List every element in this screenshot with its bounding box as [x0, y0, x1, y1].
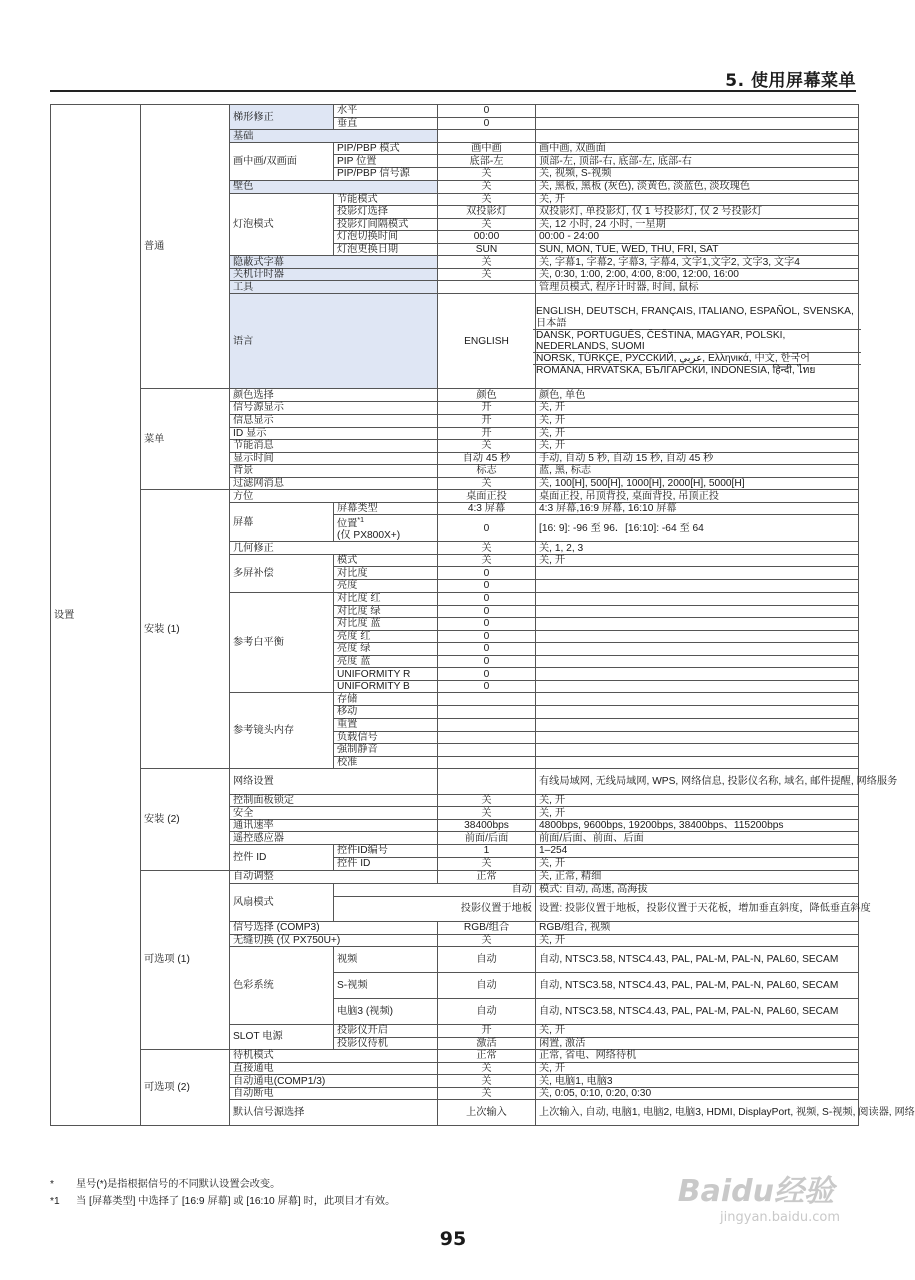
item-label: 过滤网消息	[230, 478, 438, 490]
default-value: SUN	[438, 244, 536, 256]
item-label: 遥控感应器	[230, 832, 438, 845]
item-label: 自动通电(COMP1/3)	[230, 1075, 438, 1088]
subitem-label: 电脑3 (视频)	[334, 998, 438, 1024]
default-value: 颜色	[438, 389, 536, 402]
group-label: 菜单	[141, 389, 230, 490]
default-value: 上次输入	[438, 1100, 536, 1126]
item-label: 壁色	[230, 180, 438, 193]
options-value: 关, 字幕1, 字幕2, 字幕3, 字幕4, 文字1,文字2, 文字3, 文字4	[536, 256, 859, 269]
subitem-label: 控件 ID	[334, 857, 438, 870]
subitem-label: 控件ID编号	[334, 845, 438, 857]
default-value: 关	[438, 857, 536, 870]
default-value: 0	[438, 617, 536, 630]
options-value	[536, 105, 859, 118]
default-value: 双投影灯	[438, 205, 536, 218]
default-value: 关	[438, 542, 536, 555]
default-value: 0	[438, 118, 536, 130]
subitem-label: 位置$^{*1}$ (仅 PX800X+)	[334, 515, 438, 542]
default-value: 关	[438, 478, 536, 490]
options-value: 有线局域网, 无线局域网, WPS, 网络信息, 投影仪名称, 域名, 邮件提醒, 网络服务	[536, 769, 859, 795]
options-value: 关, 开	[536, 795, 859, 807]
item-label: 画中画/双画面	[230, 143, 334, 180]
menu-row	[51, 1050, 859, 1063]
options-value	[536, 731, 859, 743]
subitem-label: 灯泡切换时间	[334, 231, 438, 244]
options-value: 手动, 自动 5 秒, 自动 15 秒, 自动 45 秒	[536, 452, 859, 464]
options-value: 关, 12 小时, 24 小时, 一星期	[536, 218, 859, 230]
group-label: 可选项 (1)	[141, 870, 230, 1049]
default-value: 0	[438, 630, 536, 642]
options-value	[536, 643, 859, 656]
item-label: ID 显示	[230, 427, 438, 439]
item-label: 参考白平衡	[230, 592, 334, 693]
item-label: 待机模式	[230, 1050, 438, 1063]
item-label: 信号选择 (COMP3)	[230, 921, 438, 934]
default-value	[438, 756, 536, 768]
item-label: 信号源显示	[230, 402, 438, 414]
subitem-label: 存储	[334, 693, 438, 706]
options-value	[536, 756, 859, 768]
item-label: 控制面板锁定	[230, 795, 438, 807]
subitem-label: 重置	[334, 718, 438, 731]
item-label: 背景	[230, 465, 438, 478]
options-value: 设置: 投影仪置于地板，投影仪置于天花板，增加垂直斜度，降低垂直斜度	[536, 896, 859, 921]
page-number: 95	[439, 1228, 467, 1250]
options-value: 关, 视频, S-视频	[536, 168, 859, 180]
menu-row	[51, 769, 859, 795]
item-label: 控件 ID	[230, 845, 334, 870]
options-value: 关, 100[H], 500[H], 1000[H], 2000[H], 5000[H]	[536, 478, 859, 490]
subitem-label: 负载信号	[334, 731, 438, 743]
default-value	[438, 743, 536, 756]
options-value: 自动, NTSC3.58, NTSC4.43, PAL, PAL-M, PAL-N, PAL60, SECAM	[536, 946, 859, 972]
item-label: 显示时间	[230, 452, 438, 464]
subitem-label: S-视频	[334, 972, 438, 998]
options-value: 关, 开	[536, 402, 859, 414]
subitem-label: 水平	[334, 105, 438, 118]
menu-row	[51, 389, 859, 402]
subitem-label: 对比度 红	[334, 592, 438, 605]
subitem-label: 对比度 蓝	[334, 617, 438, 630]
options-value: 自动, NTSC3.58, NTSC4.43, PAL, PAL-M, PAL-N, PAL60, SECAM	[536, 972, 859, 998]
group-label: 可选项 (2)	[141, 1050, 230, 1126]
options-value	[536, 294, 859, 389]
options-value	[536, 656, 859, 668]
options-value: 1–254	[536, 845, 859, 857]
default-value: 0	[438, 580, 536, 592]
default-value: 底部-左	[438, 155, 536, 168]
item-label: 多屏补偿	[230, 555, 334, 592]
item-label: 几何修正	[230, 542, 438, 555]
options-value: 关, 开	[536, 193, 859, 205]
options-value: 4800bps, 9600bps, 19200bps, 38400bps、115200bps	[536, 820, 859, 832]
default-value: 正常	[438, 870, 536, 883]
default-value: 开	[438, 1024, 536, 1037]
item-label: 工具	[230, 281, 438, 294]
menu-row	[51, 490, 859, 503]
options-value: 模式: 自动, 高速, 高海拔	[536, 883, 859, 896]
language-line: DANSK, PORTUGUÊS, ČEŠTINA, MAGYAR, POLSKI, NEDERLANDS, SUOMI	[533, 330, 861, 353]
item-label: 参考镜头内存	[230, 693, 334, 769]
subitem-label: PIP/PBP 模式	[334, 143, 438, 155]
default-value	[438, 706, 536, 718]
subitem-label: 模式	[334, 555, 438, 567]
default-value: 0	[438, 605, 536, 617]
options-value: 关, 电脑1, 电脑3	[536, 1075, 859, 1088]
options-value: 前面/后面、前面、后面	[536, 832, 859, 845]
default-value	[438, 731, 536, 743]
options-value: 上次输入, 自动, 电脑1, 电脑2, 电脑3, HDMI, DisplayPort, 视频, S-视频, 阅读器, 网络	[536, 1100, 859, 1126]
options-value: 关, 黑板, 黑板 (灰色), 淡黄色, 淡蓝色, 淡玫瑰色	[536, 180, 859, 193]
options-value: 关, 开	[536, 807, 859, 820]
options-value: 关, 开	[536, 1024, 859, 1037]
default-value: 关	[438, 795, 536, 807]
options-value	[536, 630, 859, 642]
top-menu-label: 设置	[51, 105, 141, 1126]
default-value: 关	[438, 1063, 536, 1075]
options-value	[536, 693, 859, 706]
subitem-label: PIP 位置	[334, 155, 438, 168]
item-label: 方位	[230, 490, 438, 503]
default-value: 自动	[438, 998, 536, 1024]
group-label: 普通	[141, 105, 230, 389]
default-value: 0	[438, 515, 536, 542]
options-value	[536, 580, 859, 592]
options-value	[536, 567, 859, 580]
default-value: 0	[438, 105, 536, 118]
item-label: 隐蔽式字幕	[230, 256, 438, 269]
default-value: 自动	[334, 883, 536, 896]
subitem-label: 屏幕类型	[334, 503, 438, 515]
options-value: 画中画, 双画面	[536, 143, 859, 155]
options-value: 关, 1, 2, 3	[536, 542, 859, 555]
options-value: 关, 开	[536, 555, 859, 567]
watermark-logo: Baidu经验	[677, 1174, 834, 1209]
options-value	[536, 681, 859, 693]
subitem-label: 投影仪待机	[334, 1037, 438, 1049]
default-value: 画中画	[438, 143, 536, 155]
default-value	[438, 769, 536, 795]
options-value: 关, 开	[536, 857, 859, 870]
options-value: 正常, 省电、网络待机	[536, 1050, 859, 1063]
subitem-label: 对比度 绿	[334, 605, 438, 617]
default-value: 00:00	[438, 231, 536, 244]
options-value: SUN, MON, TUE, WED, THU, FRI, SAT	[536, 244, 859, 256]
item-label: 直接通电	[230, 1063, 438, 1075]
item-label: 语言	[230, 294, 438, 389]
default-value: 自动 45 秒	[438, 452, 536, 464]
default-value: 桌面正投	[438, 490, 536, 503]
options-value	[536, 605, 859, 617]
subitem-label: 灯泡更换日期	[334, 244, 438, 256]
subitem-label: 节能模式	[334, 193, 438, 205]
subitem-label: 视频	[334, 946, 438, 972]
default-value: 关	[438, 180, 536, 193]
subitem-label: 投影灯间隔模式	[334, 218, 438, 230]
subitem-label: PIP/PBP 信号源	[334, 168, 438, 180]
item-label: 节能消息	[230, 439, 438, 452]
subitem-label: 移动	[334, 706, 438, 718]
default-value: 38400bps	[438, 820, 536, 832]
default-value: 0	[438, 668, 536, 681]
options-value	[536, 130, 859, 143]
default-value: 自动	[438, 972, 536, 998]
default-value: 关	[438, 269, 536, 281]
item-label: 默认信号源选择	[230, 1100, 438, 1126]
default-value: 关	[438, 807, 536, 820]
default-value: 0	[438, 592, 536, 605]
language-line: NORSK, TÜRKÇE, РУССКИЙ, عربي, Ελληνικά, 中文, 한국어	[533, 353, 861, 365]
default-value: 前面/后面	[438, 832, 536, 845]
options-value: 颜色, 单色	[536, 389, 859, 402]
default-value: 关	[438, 934, 536, 946]
options-value	[536, 617, 859, 630]
default-value: 关	[438, 1088, 536, 1100]
options-value: 关, 开	[536, 934, 859, 946]
options-value: RGB/组合, 视频	[536, 921, 859, 934]
menu-row	[51, 870, 859, 883]
section-header: 5. 使用屏幕菜单	[725, 71, 856, 91]
item-label: 颜色选择	[230, 389, 438, 402]
subitem-label: 对比度	[334, 567, 438, 580]
default-value: 关	[438, 256, 536, 269]
subitem-label: 校准	[334, 756, 438, 768]
default-value: 4:3 屏幕	[438, 503, 536, 515]
item-label: 基础	[230, 130, 438, 143]
header-rule	[50, 90, 856, 92]
options-value: 桌面正投, 吊顶背投, 桌面背投, 吊顶正投	[536, 490, 859, 503]
item-label: 风扇模式	[230, 883, 334, 921]
item-label: 屏幕	[230, 503, 334, 542]
default-value: 0	[438, 656, 536, 668]
group-label: 安装 (1)	[141, 490, 230, 769]
options-value: 4:3 屏幕,16:9 屏幕, 16:10 屏幕	[536, 503, 859, 515]
options-value: 关, 开	[536, 427, 859, 439]
options-value: 关, 开	[536, 439, 859, 452]
default-value: 开	[438, 414, 536, 427]
subitem-label: 垂直	[334, 118, 438, 130]
item-label: 信息显示	[230, 414, 438, 427]
default-value: RGB/组合	[438, 921, 536, 934]
options-value: 双投影灯, 单投影灯, 仅 1 号投影灯, 仅 2 号投影灯	[536, 205, 859, 218]
options-value	[536, 743, 859, 756]
default-value: 标志	[438, 465, 536, 478]
options-value: 蓝, 黑, 标志	[536, 465, 859, 478]
default-value: 关	[438, 193, 536, 205]
default-value: 自动	[438, 946, 536, 972]
default-value: 0	[438, 681, 536, 693]
default-value: 开	[438, 402, 536, 414]
item-label: 自动断电	[230, 1088, 438, 1100]
default-value: 关	[438, 439, 536, 452]
default-value: 0	[438, 567, 536, 580]
subitem-label: 亮度	[334, 580, 438, 592]
options-value: 闲置, 激活	[536, 1037, 859, 1049]
options-value: 管理员模式, 程序计时器, 时间, 鼠标	[536, 281, 859, 294]
default-value	[438, 718, 536, 731]
default-value: 投影仪置于地板	[334, 896, 536, 921]
default-value: 开	[438, 427, 536, 439]
group-label: 安装 (2)	[141, 769, 230, 871]
subitem-label: 亮度 绿	[334, 643, 438, 656]
default-value	[438, 693, 536, 706]
subitem-label: UNIFORMITY B	[334, 681, 438, 693]
default-value: 1	[438, 845, 536, 857]
options-value	[536, 718, 859, 731]
menu-table	[50, 104, 915, 1126]
default-value: ENGLISH	[438, 294, 536, 389]
footnotes	[50, 1176, 395, 1210]
subitem-label: 亮度 蓝	[334, 656, 438, 668]
default-value: 关	[438, 1075, 536, 1088]
language-line: ENGLISH, DEUTSCH, FRANÇAIS, ITALIANO, ESPAÑOL, SVENSKA, 日本語	[533, 306, 861, 329]
options-value	[536, 668, 859, 681]
language-line: ROMÂNĂ, HRVATSKA, БЪЛГАРСКИ, INDONESIA, हिन्दी, ไทย	[536, 365, 816, 377]
subitem-label: 投影仪开启	[334, 1024, 438, 1037]
options-value: 00:00 - 24:00	[536, 231, 859, 244]
options-value: [16: 9]: -96 至 96．[16:10]: -64 至 64	[536, 515, 859, 542]
item-label: 网络设置	[230, 769, 438, 795]
item-label: 无缝切换 (仅 PX750U+)	[230, 934, 438, 946]
watermark-url: jingyan.baidu.com	[720, 1210, 840, 1225]
subitem-label: 投影灯选择	[334, 205, 438, 218]
default-value: 关	[438, 168, 536, 180]
options-value: 关, 正常, 精细	[536, 870, 859, 883]
item-label: 梯形修正	[230, 105, 334, 130]
item-label: 通讯速率	[230, 820, 438, 832]
footnote: * 星号(*)是指根据信号的不同默认设置会改变。	[50, 1179, 281, 1190]
item-label: SLOT 电源	[230, 1024, 334, 1049]
item-label: 关机计时器	[230, 269, 438, 281]
footnote: *1 当 [屏幕类型] 中选择了 [16:9 屏幕] 或 [16:10 屏幕] 时，此项目才有效。	[50, 1196, 396, 1207]
default-value	[438, 281, 536, 294]
default-value	[438, 130, 536, 143]
default-value: 正常	[438, 1050, 536, 1063]
item-label: 安全	[230, 807, 438, 820]
subitem-label: 亮度 红	[334, 630, 438, 642]
default-value: 激活	[438, 1037, 536, 1049]
subitem-label: 强制静音	[334, 743, 438, 756]
options-value	[536, 118, 859, 130]
item-label: 灯泡模式	[230, 193, 334, 256]
options-value: 关, 开	[536, 1063, 859, 1075]
menu-row	[51, 105, 859, 118]
default-value: 关	[438, 218, 536, 230]
default-value: 关	[438, 555, 536, 567]
options-value: 自动, NTSC3.58, NTSC4.43, PAL, PAL-M, PAL-N, PAL60, SECAM	[536, 998, 859, 1024]
item-label: 色彩系统	[230, 946, 334, 1024]
options-value: 关, 0:30, 1:00, 2:00, 4:00, 8:00, 12:00, 16:00	[536, 269, 859, 281]
subitem-label: UNIFORMITY R	[334, 668, 438, 681]
options-value: 顶部-左, 顶部-右, 底部-左, 底部-右	[536, 155, 859, 168]
options-value	[536, 592, 859, 605]
default-value: 0	[438, 643, 536, 656]
options-value	[536, 706, 859, 718]
item-label: 自动调整	[230, 870, 438, 883]
options-value: 关, 开	[536, 414, 859, 427]
options-value: 关, 0:05, 0:10, 0:20, 0:30	[536, 1088, 859, 1100]
